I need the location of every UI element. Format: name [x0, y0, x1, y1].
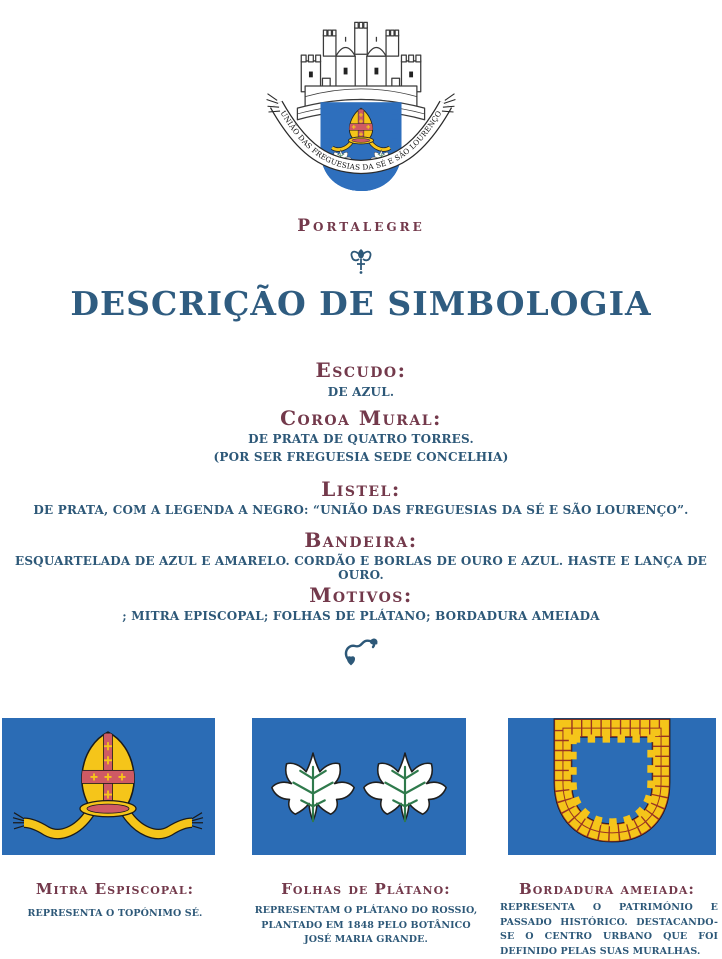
section-text: ; MITRA EPISCOPAL; FOLHAS DE PLÁTANO; BORDADURA AMEIADA: [122, 609, 600, 623]
section-heading-bandeira: Bandeira:: [304, 528, 418, 552]
caption-mitra-episcopal: Mitra Espiscopal:: [35, 880, 195, 898]
caption-description: REPRESENTA O TOPÓNIMO SÉ.: [27, 908, 203, 919]
embattled-bordure-icon: [508, 718, 716, 855]
figure-folhas-de-platano: [252, 718, 466, 855]
caption-description: REPRESENTA O PATRIMÓNIO E PASSADO HISTÓRICO. DESTACANDO-SE O CENTRO URBANO QUE FOI DEFINIDO PELAS SUAS MURALHAS.: [500, 902, 718, 958]
section-text: DE AZUL.: [327, 385, 395, 399]
caption-folhas-de-platano: Folhas de Plátano:: [281, 880, 451, 898]
flourish-icon: [342, 636, 380, 672]
coat-of-arms: [255, 6, 467, 192]
figure-bordadura-ameiada: [508, 718, 716, 855]
page-title: DESCRIÇÃO DE SIMBOLOGIA: [70, 284, 652, 323]
section-heading-listel: Listel:: [321, 477, 401, 501]
listel-text: UNIÃO DAS FREGUESIAS DA SÉ E SÃO LOURENÇO: [278, 108, 444, 172]
mitre-icon: [2, 718, 215, 855]
caption-description: REPRESENTAM O PLÁTANO DO ROSSIO, PLANTADO EM 1848 PELO BOTÂNICO JOSÉ MARIA GRANDE.: [254, 905, 478, 946]
section-heading-motivos: Motivos:: [309, 583, 413, 607]
caption-bordadura-ameiada: Bordadura ameiada:: [519, 880, 695, 898]
section-text: (POR SER FREGUESIA SEDE CONCELHIA): [213, 450, 509, 464]
municipality-name: Portalegre: [297, 216, 425, 236]
section-heading-escudo: Escudo:: [315, 358, 407, 382]
figure-mitra-episcopal: [2, 718, 215, 855]
fleuron-cross-icon: [349, 246, 373, 280]
section-text: DE PRATA DE QUATRO TORRES.: [248, 432, 474, 446]
plane-leaves-icon: [252, 718, 466, 855]
shield-icon: [321, 102, 402, 191]
section-text: DE PRATA, COM A LEGENDA A NEGRO: “UNIÃO DAS FREGUESIAS DA SÉ E SÃO LOURENÇO”.: [33, 503, 689, 517]
section-heading-coroa-mural: Coroa Mural:: [280, 406, 442, 430]
coat-of-arms-icon: [255, 6, 467, 192]
section-text: ESQUARTELADA DE AZUL E AMARELO. CORDÃO E BORLAS DE OURO E AZUL. HASTE E LANÇA DE OURO.: [14, 554, 708, 582]
